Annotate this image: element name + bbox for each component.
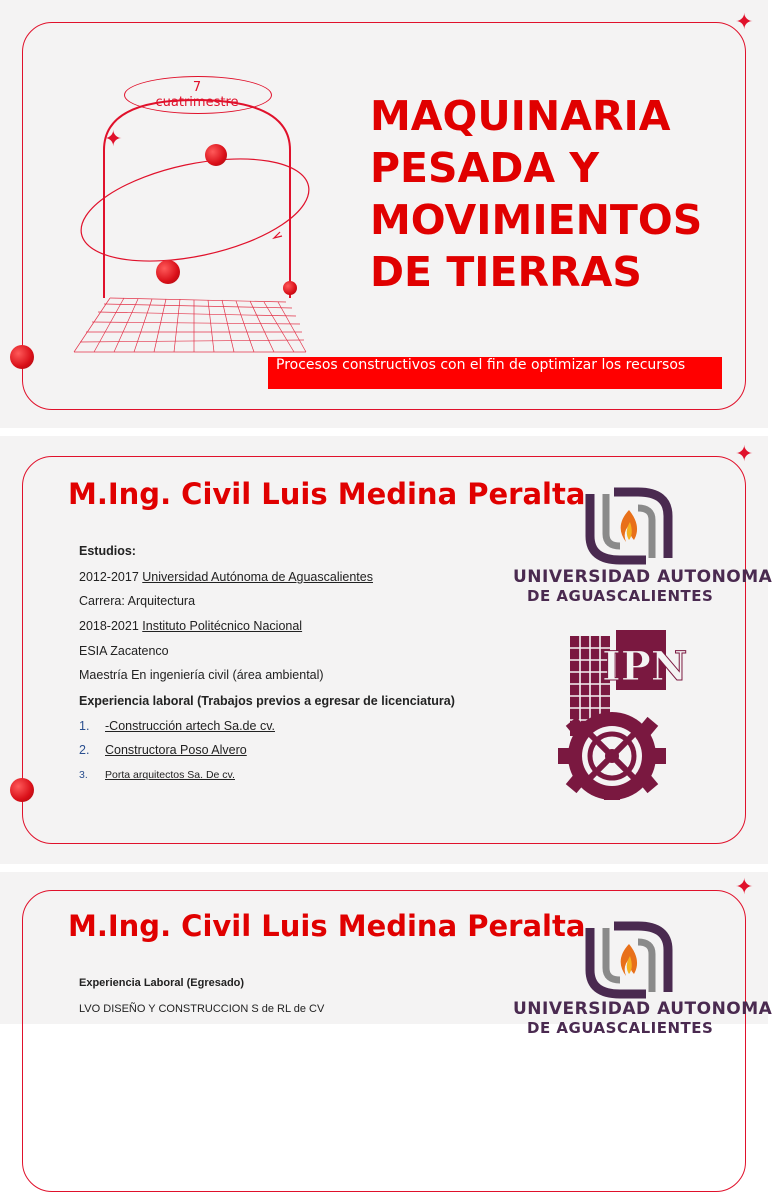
subtitle-text: Procesos constructivos con el fin de optimizar los recursos [276,357,686,373]
experiencia-entry: LVO DISEÑO Y CONSTRUCCION S de RL de CV [79,1003,325,1015]
estudio-entry: ESIA Zacatenco [79,644,169,658]
experience-slide [0,872,772,1037]
red-sphere [10,345,34,369]
estudio-link[interactable]: Instituto Politécnico Nacional [142,619,303,633]
sparkle-icon: ✦ [735,875,754,900]
cuatrimestre-label: 7 cuatrimestre [155,80,239,110]
estudio-entry: Carrera: Arquitectura [79,594,196,608]
uaa-logo-icon [584,488,674,564]
sparkle-icon: ✦ [104,127,123,152]
experiencia-heading: Experiencia Laboral (Egresado) [79,977,245,989]
profile-slide [0,436,772,864]
estudio-entry: 2012-2017 Universidad Autónoma de Aguascalientes [79,570,373,584]
svg-text:IPN: IPN [602,643,688,690]
estudio-link[interactable]: Universidad Autónoma de Aguascalientes [142,570,373,584]
person-name: M.Ing. Civil Luis Medina Peralta [68,909,586,943]
uaa-logo-text: DE AGUASCALIENTES [527,587,714,605]
list-item: 1. -Construcción artech Sa.de cv. [79,719,275,733]
list-item: 2. Constructora Poso Alvero [79,743,247,757]
person-name: M.Ing. Civil Luis Medina Peralta [68,477,586,511]
title-slide [0,0,768,428]
red-sphere [283,281,297,295]
experiencia-heading: Experiencia laboral (Trabajos previos a egresar de licenciatura) [79,694,455,708]
uaa-logo-text: UNIVERSIDAD AUTONOMA [513,567,772,587]
red-sphere [10,778,34,802]
estudio-entry: Maestría En ingeniería civil (área ambiental) [79,668,324,682]
estudios-heading: Estudios: [79,544,136,558]
uaa-logo-icon [584,922,674,998]
list-item: 3. Porta arquitectos Sa. De cv. [79,769,235,781]
sparkle-icon: ✦ [735,10,754,35]
uaa-logo-text: DE AGUASCALIENTES [527,1019,714,1037]
red-sphere [205,144,227,166]
red-sphere [156,260,180,284]
course-title: MAQUINARIA PESADA Y MOVIMIENTOS DE TIERRAS [370,92,703,296]
uaa-logo-text: UNIVERSIDAD AUTONOMA [513,999,772,1019]
sparkle-icon: ✦ [735,442,754,467]
ipn-logo-icon [550,626,688,802]
estudio-entry: 2018-2021 Instituto Politécnico Nacional [79,619,303,633]
